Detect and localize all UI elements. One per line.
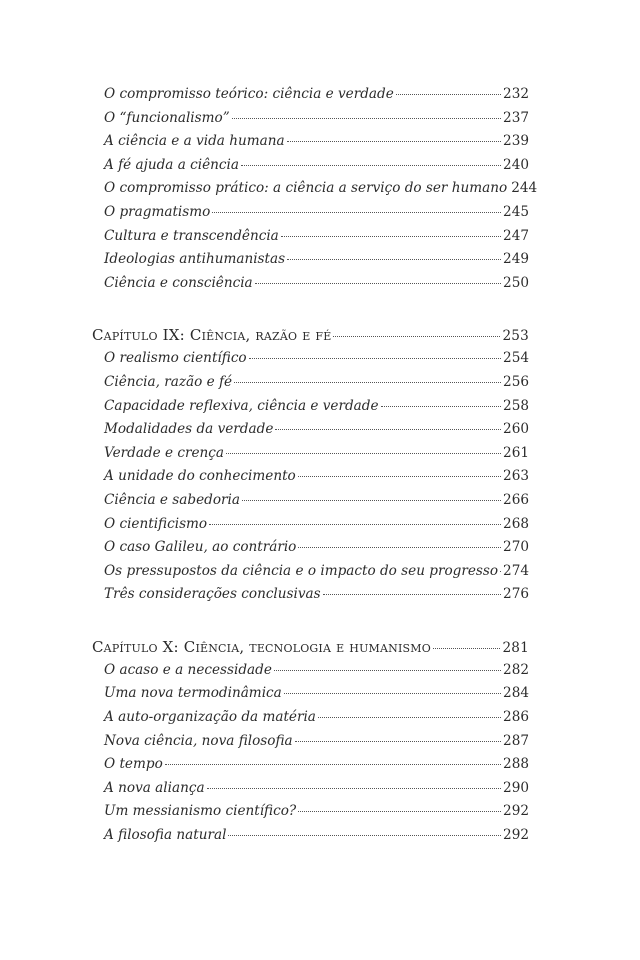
toc-entry[interactable] bbox=[92, 756, 529, 780]
dot-leader bbox=[396, 94, 501, 95]
entry-title: Ciência, razão e fé bbox=[104, 373, 233, 390]
dot-leader bbox=[212, 212, 501, 213]
entry-title: Ciência e sabedoria bbox=[104, 491, 240, 508]
toc-entry[interactable] bbox=[92, 275, 529, 299]
entry-title: A nova aliança bbox=[104, 779, 205, 796]
entry-page-number: 245 bbox=[503, 203, 529, 220]
dot-leader bbox=[287, 259, 501, 260]
entry-title: Uma nova termodinâmica bbox=[104, 685, 282, 702]
entry-title: O caso Galileu, ao contrário bbox=[104, 539, 297, 556]
entry-title: Capacidade reflexiva, ciência e verdade bbox=[104, 397, 379, 414]
dot-leader bbox=[287, 141, 501, 142]
chapter-heading[interactable] bbox=[92, 638, 529, 662]
entry-title: Três considerações conclusivas bbox=[104, 586, 321, 603]
entry-page-number: 260 bbox=[503, 421, 529, 438]
dot-leader bbox=[323, 594, 501, 595]
dot-leader bbox=[381, 406, 502, 407]
dot-leader bbox=[255, 283, 501, 284]
dot-leader bbox=[333, 336, 500, 337]
entry-title: A ciência e a vida humana bbox=[104, 133, 285, 150]
entry-page-number: 286 bbox=[503, 709, 529, 726]
toc-entry[interactable] bbox=[92, 827, 529, 851]
entry-page-number: 250 bbox=[503, 274, 529, 291]
dot-leader bbox=[433, 648, 501, 649]
entry-page-number: 290 bbox=[503, 779, 529, 796]
chapter-heading[interactable] bbox=[92, 326, 529, 350]
dot-leader bbox=[209, 524, 501, 525]
toc-entry[interactable] bbox=[92, 468, 529, 492]
dot-leader bbox=[165, 764, 501, 765]
entry-page-number: 292 bbox=[503, 827, 529, 844]
entry-title: Ideologias antihumanistas bbox=[104, 251, 286, 268]
dot-leader bbox=[318, 717, 501, 718]
toc-entry[interactable] bbox=[92, 586, 529, 610]
toc-entry[interactable] bbox=[92, 204, 529, 228]
entry-title: A filosofia natural bbox=[104, 827, 227, 844]
dot-leader bbox=[228, 835, 501, 836]
toc-entry[interactable] bbox=[92, 516, 529, 540]
entry-page-number: 256 bbox=[503, 373, 529, 390]
entry-title: Ciência e consciência bbox=[104, 274, 253, 291]
toc-entry[interactable] bbox=[92, 421, 529, 445]
toc-entry[interactable] bbox=[92, 803, 529, 827]
dot-leader bbox=[207, 788, 501, 789]
entry-title: O tempo bbox=[104, 756, 163, 773]
entry-page-number: 240 bbox=[503, 156, 529, 173]
section-gap bbox=[92, 298, 529, 326]
entry-title: A fé ajuda a ciência bbox=[104, 156, 239, 173]
dot-leader bbox=[249, 358, 501, 359]
toc-entry[interactable] bbox=[92, 662, 529, 686]
chapter-title: Capítulo X: Ciência, tecnologia e humanismo bbox=[92, 637, 431, 656]
entry-page-number: 288 bbox=[503, 756, 529, 773]
entry-page-number: 266 bbox=[503, 491, 529, 508]
dot-leader bbox=[298, 811, 501, 812]
entry-page-number: 258 bbox=[503, 397, 529, 414]
toc-entry[interactable] bbox=[92, 228, 529, 252]
entry-title: A unidade do conhecimento bbox=[104, 468, 296, 485]
entry-title: Os pressupostos da ciência e o impacto do seu progresso bbox=[104, 562, 499, 579]
toc-entry[interactable] bbox=[92, 251, 529, 275]
entry-title: O compromisso prático: a ciência a serviço do ser humano bbox=[104, 180, 508, 197]
table-of-contents bbox=[92, 86, 538, 851]
chapter-page-number: 253 bbox=[502, 328, 529, 345]
chapter-page-number: 281 bbox=[502, 639, 529, 656]
toc-entry[interactable] bbox=[92, 180, 538, 204]
entry-page-number: 276 bbox=[503, 586, 529, 603]
entry-page-number: 232 bbox=[503, 86, 529, 102]
entry-page-number: 237 bbox=[503, 109, 529, 126]
dot-leader bbox=[275, 429, 501, 430]
entry-title: Nova ciência, nova filosofia bbox=[104, 732, 293, 749]
toc-entry[interactable] bbox=[92, 685, 529, 709]
toc-entry[interactable] bbox=[92, 133, 529, 157]
toc-entry[interactable] bbox=[92, 86, 529, 110]
toc-entry[interactable] bbox=[92, 350, 529, 374]
dot-leader bbox=[242, 500, 501, 501]
dot-leader bbox=[274, 670, 501, 671]
chapter-title: Capítulo IX: Ciência, razão e fé bbox=[92, 326, 332, 345]
entry-page-number: 284 bbox=[503, 685, 529, 702]
entry-page-number: 263 bbox=[503, 468, 529, 485]
entry-page-number: 254 bbox=[503, 350, 529, 367]
dot-leader bbox=[298, 547, 501, 548]
toc-entry[interactable] bbox=[92, 374, 529, 398]
entry-title: O compromisso teórico: ciência e verdade bbox=[104, 86, 394, 102]
dot-leader bbox=[284, 693, 501, 694]
dot-leader bbox=[298, 476, 501, 477]
toc-entry[interactable] bbox=[92, 563, 529, 587]
entry-title: Modalidades da verdade bbox=[104, 421, 274, 438]
entry-page-number: 292 bbox=[503, 803, 529, 820]
dot-leader bbox=[232, 118, 501, 119]
toc-entry[interactable] bbox=[92, 709, 529, 733]
entry-page-number: 270 bbox=[503, 539, 529, 556]
toc-entry[interactable] bbox=[92, 398, 529, 422]
section-gap bbox=[92, 610, 529, 638]
entry-page-number: 261 bbox=[503, 444, 529, 461]
dot-leader bbox=[281, 236, 501, 237]
entry-page-number: 249 bbox=[503, 251, 529, 268]
entry-title: Cultura e transcendência bbox=[104, 227, 279, 244]
entry-page-number: 239 bbox=[503, 133, 529, 150]
toc-entry[interactable] bbox=[92, 445, 529, 469]
dot-leader bbox=[295, 741, 501, 742]
dot-leader bbox=[500, 571, 501, 572]
entry-title: Verdade e crença bbox=[104, 444, 224, 461]
entry-page-number: 282 bbox=[503, 661, 529, 678]
dot-leader bbox=[234, 382, 501, 383]
entry-title: O “funcionalismo” bbox=[104, 109, 230, 126]
dot-leader bbox=[226, 453, 501, 454]
entry-page-number: 244 bbox=[511, 180, 538, 197]
toc-entry[interactable] bbox=[92, 539, 529, 563]
toc-entry[interactable] bbox=[92, 157, 529, 181]
entry-title: A auto-organização da matéria bbox=[104, 709, 316, 726]
toc-entry[interactable] bbox=[92, 492, 529, 516]
entry-title: O pragmatismo bbox=[104, 203, 211, 220]
entry-title: Um messianismo científico? bbox=[104, 803, 297, 820]
entry-page-number: 287 bbox=[503, 732, 529, 749]
toc-entry[interactable] bbox=[92, 733, 529, 757]
entry-title: O cientificismo bbox=[104, 515, 208, 532]
toc-entry[interactable] bbox=[92, 110, 529, 134]
entry-page-number: 268 bbox=[503, 515, 529, 532]
dot-leader bbox=[241, 165, 501, 166]
entry-page-number: 274 bbox=[503, 562, 529, 579]
entry-page-number: 247 bbox=[503, 227, 529, 244]
toc-entry[interactable] bbox=[92, 780, 529, 804]
entry-title: O realismo científico bbox=[104, 350, 247, 367]
entry-title: O acaso e a necessidade bbox=[104, 661, 272, 678]
